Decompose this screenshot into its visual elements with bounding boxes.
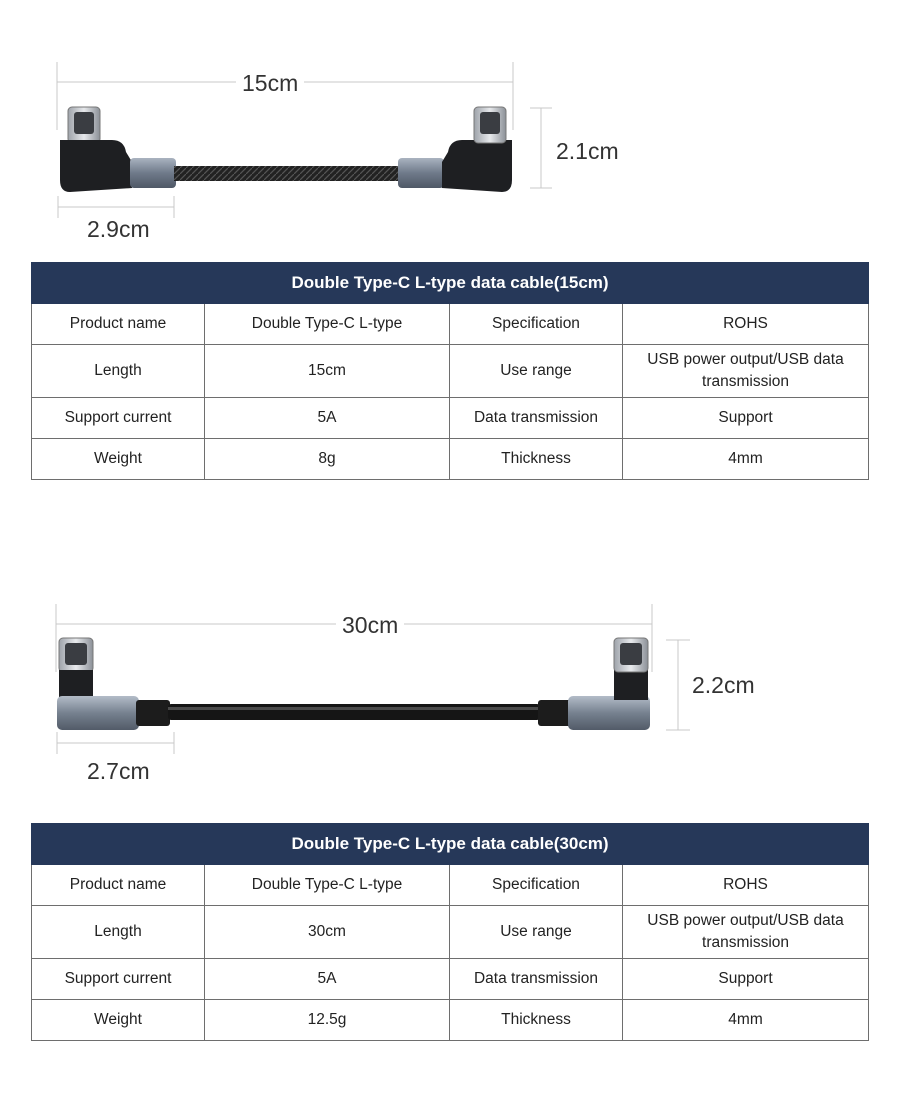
- table-cell: 8g: [205, 439, 450, 480]
- table-cell: Thickness: [450, 1000, 623, 1041]
- length-dimension-label: 30cm: [336, 612, 404, 638]
- table-row: [32, 906, 869, 959]
- table-cell: USB power output/USB data transmission: [623, 345, 869, 398]
- table-cell: 12.5g: [205, 1000, 450, 1041]
- table-cell: 30cm: [205, 906, 450, 959]
- table-cell: 5A: [205, 398, 450, 439]
- table-cell: Product name: [32, 865, 205, 906]
- cable-diagram-15cm: [0, 0, 900, 250]
- table-cell: Support current: [32, 959, 205, 1000]
- table-row: [32, 345, 869, 398]
- table-cell: Use range: [450, 345, 623, 398]
- height-dimension-label: 2.2cm: [686, 672, 761, 698]
- cable-diagram-30cm: [0, 590, 900, 800]
- table-row: [32, 865, 869, 906]
- table-cell: Length: [32, 906, 205, 959]
- connector-dimension-label: 2.9cm: [81, 216, 156, 242]
- table-row: [32, 398, 869, 439]
- table-title: Double Type-C L-type data cable(30cm): [32, 824, 869, 865]
- spec-table-30cm: [31, 823, 869, 1041]
- table-cell: 5A: [205, 959, 450, 1000]
- cable-image-15cm: [0, 0, 900, 250]
- table-cell: ROHS: [623, 304, 869, 345]
- length-dimension-label: 15cm: [236, 70, 304, 96]
- table-cell: Support: [623, 398, 869, 439]
- table-row: [32, 1000, 869, 1041]
- table-cell: 4mm: [623, 439, 869, 480]
- table-cell: Data transmission: [450, 959, 623, 1000]
- table-cell: 15cm: [205, 345, 450, 398]
- spec-table-15cm: [31, 262, 869, 480]
- table-cell: Length: [32, 345, 205, 398]
- table-cell: Support current: [32, 398, 205, 439]
- table-cell: USB power output/USB data transmission: [623, 906, 869, 959]
- table-cell: 4mm: [623, 1000, 869, 1041]
- table-cell: Use range: [450, 906, 623, 959]
- table-cell: Thickness: [450, 439, 623, 480]
- table-cell: Product name: [32, 304, 205, 345]
- table-cell: Weight: [32, 1000, 205, 1041]
- height-dimension-label: 2.1cm: [550, 138, 625, 164]
- table-cell: ROHS: [623, 865, 869, 906]
- table-cell: Double Type-C L-type: [205, 304, 450, 345]
- table-cell: Double Type-C L-type: [205, 865, 450, 906]
- table-cell: Weight: [32, 439, 205, 480]
- table-row: [32, 959, 869, 1000]
- table-title: Double Type-C L-type data cable(15cm): [32, 263, 869, 304]
- table-row: [32, 304, 869, 345]
- table-row: [32, 439, 869, 480]
- table-cell: Support: [623, 959, 869, 1000]
- table-cell: Specification: [450, 304, 623, 345]
- table-cell: Specification: [450, 865, 623, 906]
- table-cell: Data transmission: [450, 398, 623, 439]
- connector-dimension-label: 2.7cm: [81, 758, 156, 784]
